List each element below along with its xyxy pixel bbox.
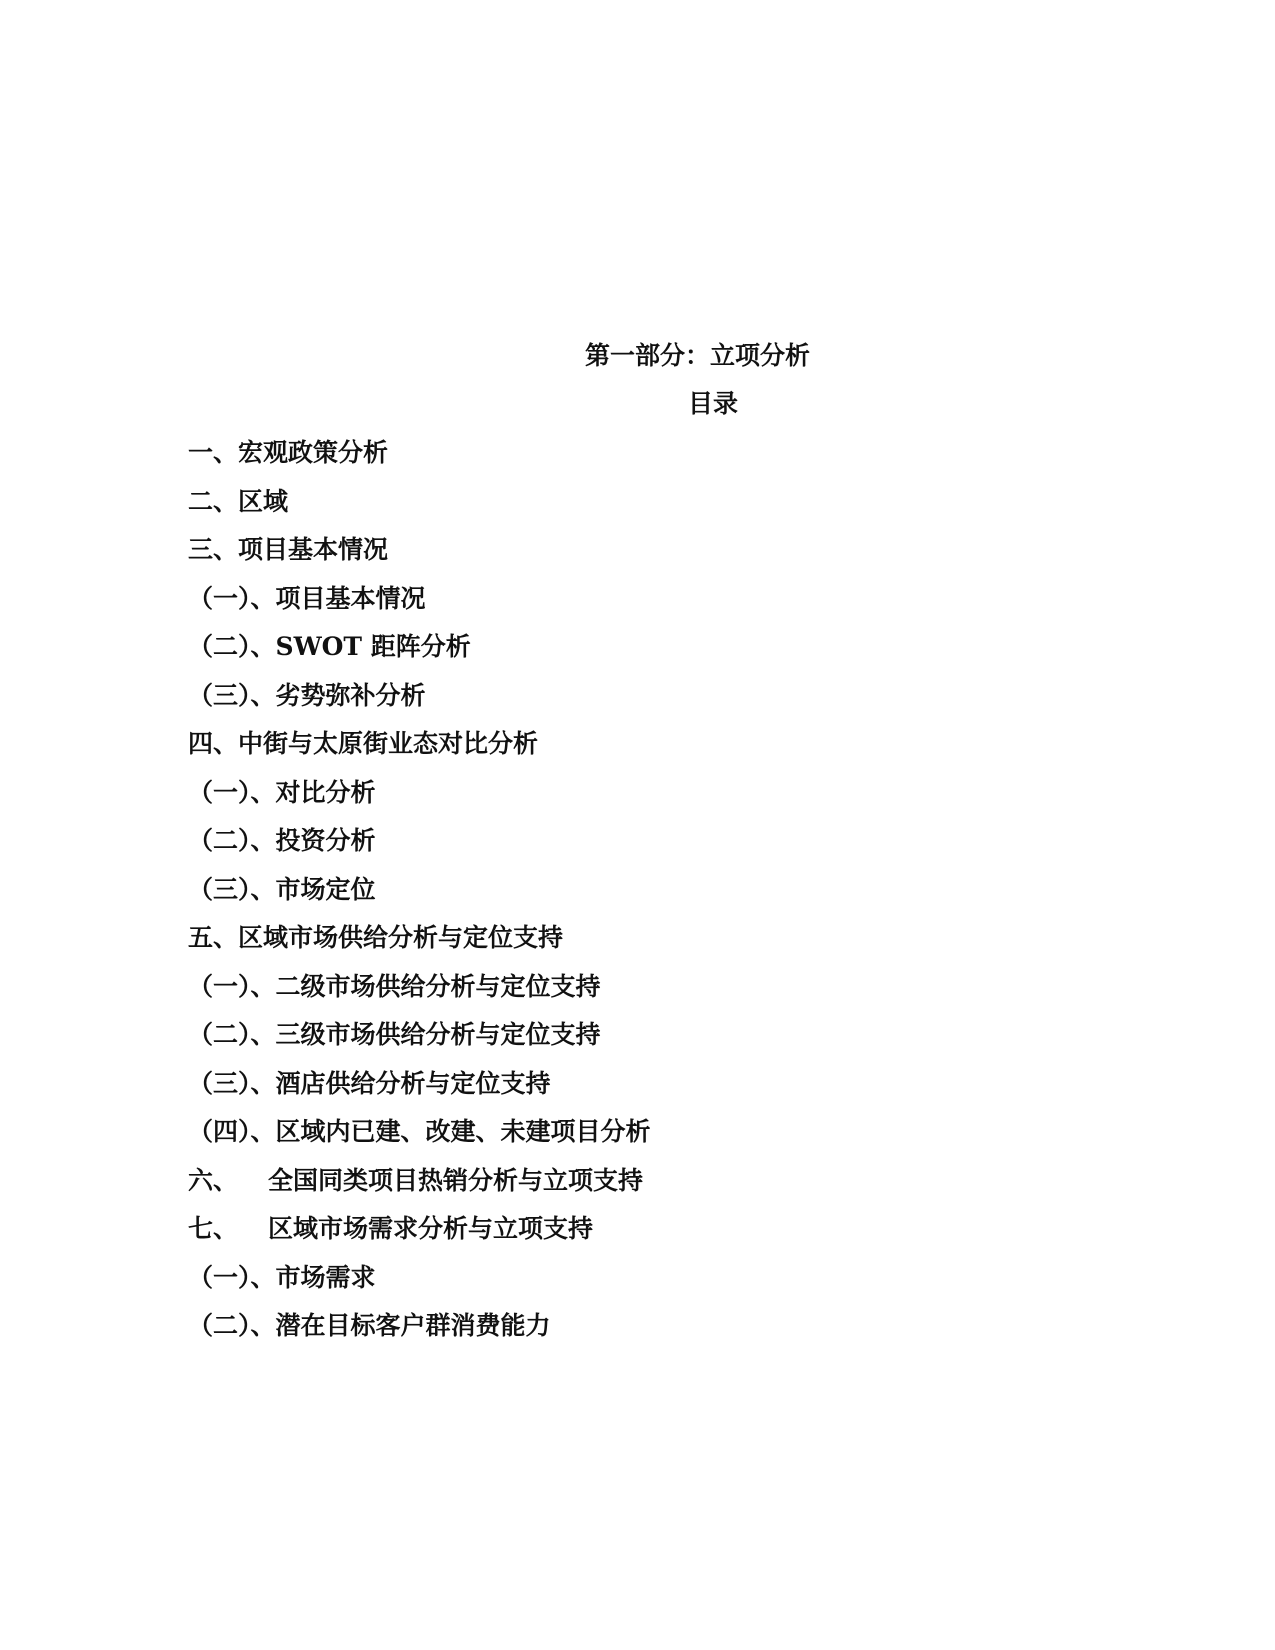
toc-item-text: 区域内已建、改建、未建项目分析	[275, 1117, 651, 1146]
toc-item-text: 潜在目标客户群消费能力	[275, 1311, 551, 1340]
toc-item	[188, 680, 651, 729]
toc-heading: 目录	[688, 389, 739, 418]
toc-item	[188, 825, 651, 874]
toc-item	[188, 534, 651, 583]
toc-item-prefix: （三）、	[188, 874, 276, 904]
toc-item-prefix: 七、	[188, 1214, 239, 1243]
toc-item-prefix: （一）、	[188, 971, 276, 1001]
toc-item	[188, 437, 651, 486]
toc-item	[188, 971, 651, 1020]
toc-item-text: 项目基本情况	[238, 535, 389, 564]
toc-item	[188, 486, 651, 535]
toc-item	[188, 777, 651, 826]
toc-item-prefix: 四、	[188, 729, 239, 758]
toc-item-text: 区域市场供给分析与定位支持	[238, 923, 564, 952]
toc-item	[188, 583, 651, 632]
toc-item	[188, 1165, 651, 1214]
toc-item	[188, 1116, 651, 1165]
toc-item-prefix: （二）、	[188, 1020, 276, 1049]
toc-item-prefix: （二）、	[188, 1311, 276, 1340]
toc-item	[188, 728, 651, 777]
toc-item	[188, 874, 651, 923]
toc-item-text: 项目基本情况	[275, 583, 426, 613]
toc-item-prefix: （四）、	[188, 1117, 276, 1146]
toc-item-prefix: （一）、	[188, 777, 276, 807]
toc-item-text: 市场需求	[275, 1262, 376, 1292]
toc-item-text: 二级市场供给分析与定位支持	[275, 971, 601, 1001]
table-of-contents	[188, 437, 651, 1359]
toc-item-prefix: （一）、	[188, 583, 276, 613]
toc-item-text: 劣势弥补分析	[275, 680, 426, 710]
toc-item-prefix: 六、	[188, 1165, 239, 1195]
toc-item-text: 酒店供给分析与定位支持	[275, 1068, 551, 1098]
toc-item	[188, 922, 651, 971]
toc-item-text: 中街与太原街业态对比分析	[238, 729, 539, 758]
toc-item-text: 宏观政策分析	[238, 438, 389, 467]
toc-item	[188, 1262, 651, 1311]
toc-item-prefix: （一）、	[188, 1262, 276, 1292]
toc-item-prefix: 三、	[188, 535, 239, 564]
toc-item-text: SWOT 距阵分析	[275, 632, 471, 661]
toc-item-prefix: 二、	[188, 486, 239, 516]
page-title: 第一部分：立项分析	[585, 341, 811, 370]
toc-item-text: 全国同类项目热销分析与立项支持	[268, 1165, 644, 1195]
toc-item	[188, 1019, 651, 1068]
toc-item-text: 对比分析	[275, 777, 376, 807]
toc-item-text: 区域	[238, 486, 289, 516]
toc-item-prefix: 五、	[188, 923, 239, 952]
toc-item-text: 市场定位	[275, 874, 376, 904]
toc-item-text: 投资分析	[275, 826, 376, 855]
toc-item	[188, 1068, 651, 1117]
toc-item-prefix: （二）、	[188, 826, 276, 855]
toc-item-prefix: 一、	[188, 438, 239, 467]
toc-item-text: 区域市场需求分析与立项支持	[268, 1214, 594, 1243]
toc-item	[188, 1213, 651, 1262]
toc-item	[188, 1310, 651, 1359]
toc-item-prefix: （二）、	[188, 632, 276, 661]
toc-item-text: 三级市场供给分析与定位支持	[275, 1020, 601, 1049]
toc-item-prefix: （三）、	[188, 1068, 276, 1098]
toc-item	[188, 631, 651, 680]
toc-item-prefix: （三）、	[188, 680, 276, 710]
